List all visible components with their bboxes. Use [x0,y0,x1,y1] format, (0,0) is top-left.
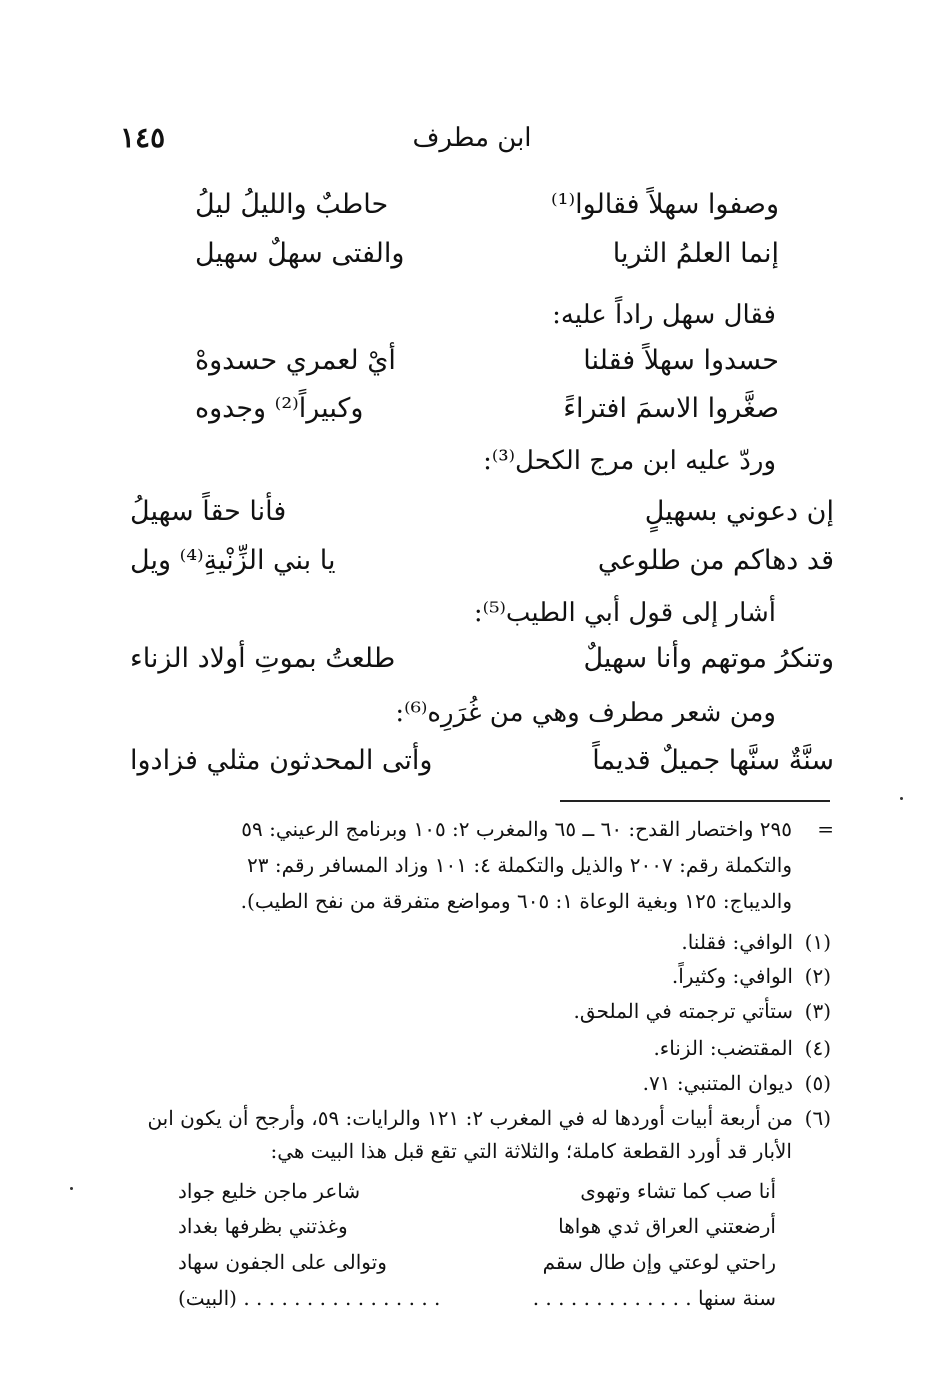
footnote-mark: (٥) [804,1071,831,1095]
footnote-verse-line [178,1283,776,1313]
footnote-text: والتكملة رقم: ٢٠٠٧ والذيل والتكملة ٤: ١٠١ وزاد المسافر رقم: ٢٣ [247,853,792,877]
footnote [643,1068,831,1098]
prose-intro: فقال سهل راداً عليه: [552,300,776,330]
footnote-mark: (٦) [804,1106,831,1130]
verse-hemistich-right: قد دهاكم من طلوعي [597,545,834,576]
footnote-mark: (٢) [804,964,831,988]
verse-hemistich-left: شاعر ماجن خليع جواد [178,1179,361,1203]
verse-hemistich-left: وأتى المحدثون مثلي فزادوا [130,745,433,776]
footnote-continuation-mark: = [817,817,834,841]
verse-hemistich-right: سنَّةٌ سنَّها جميلٌ قديماً [592,745,834,776]
verse-hemistich-right: إنما العلمُ الثريا [612,238,779,269]
footnote-mark: (٤) [804,1036,831,1060]
prose-intro: وردّ عليه ابن مرج الكحل⁽³⁾: [483,446,776,476]
verse-hemistich-left: طلعتُ بموتِ أولاد الزناء [130,643,396,674]
prose-intro: ومن شعر مطرف وهي من غُرَرِه⁽⁶⁾: [395,698,776,728]
verse-line [150,180,824,230]
footnote-mark: (٣) [804,999,831,1023]
footnote [653,1033,831,1063]
page-number: ١٤٥ [120,121,166,154]
verse-hemistich-left: وغذتني بظرفها بغداد [178,1214,348,1238]
verse-hemistich-left: حاطبٌ والليلُ ليلُ [195,189,389,220]
verse-hemistich-right: صغَّروا الاسمَ افتراءً [563,393,779,424]
print-speck [900,797,903,800]
verse-hemistich-right: أرضعتني العراق ثدي هواها [558,1214,776,1238]
verse-hemistich-left: . . . . . . . . . . . . . . . . (البيت) [178,1286,441,1310]
page-header [120,118,824,158]
verse-hemistich-left: والفتى سهلٌ سهيل [195,238,405,269]
verse-line [130,736,834,786]
verse-hemistich-left: وكبيراً⁽²⁾ وجدوه [195,393,364,424]
footnote-separator [560,800,830,802]
verse-line [130,536,834,586]
footnote-verse-line [178,1247,776,1277]
prose-intro: أشار إلى قول أبي الطيب⁽⁵⁾: [473,598,776,628]
footnote-text: الأبار قد أورد القطعة كاملة؛ والثلاثة التي تقع قبل هذا البيت هي: [270,1139,792,1163]
print-speck [70,1187,73,1190]
verse-hemistich-right: وتنكرُ موتهم وأنا سهيلٌ [583,643,834,674]
verse-line [150,384,824,434]
footnote-text: من أربعة أبيات أوردها له في المغرب ٢: ١٢١ والرايات: ٥٩، وأرجح أن يكون ابن [147,1106,793,1130]
verse-line [130,634,834,684]
verse-hemistich-right: حسدوا سهلاً فقلنا [583,345,779,376]
verse-hemistich-left: أيْ لعمري حسدوهْ [195,345,396,376]
footnote-text: ستأتي ترجمته في الملحق. [573,999,793,1023]
footnote [147,1103,831,1133]
verse-hemistich-left: فأنا حقاً سهيلُ [130,496,287,527]
verse-hemistich-right: إن دعوني بسهيلٍ [644,496,834,527]
verse-hemistich-right: أنا صب كما تشاء وتهوى [580,1179,776,1203]
verse-hemistich-right: راحتي لوعتي وإن طال سقم [542,1250,776,1274]
footnote-text: والديباج: ١٢٥ وبغية الوعاة ١: ٦٠٥ ومواضع متفرقة من نفح الطيب). [240,889,792,913]
footnote-verse-line [178,1211,776,1241]
footnote-text: الوافي: وكثيراً. [671,964,793,988]
footnote-text: ٢٩٥ واختصار القدح: ٦٠ ــ ٦٥ والمغرب ٢: ١٠٥ وبرنامج الرعيني: ٥٩ [241,817,792,841]
verse-hemistich-right: سنة سنها . . . . . . . . . . . . . [532,1286,776,1310]
verse-line [150,229,824,279]
footnote-verse-line [178,1176,776,1206]
verse-line [150,336,824,386]
footnote [672,961,831,991]
footnote [574,996,832,1026]
footnote-text: الوافي: فقلنا. [681,930,793,954]
footnote [681,927,831,957]
running-title: ابن مطرف [412,123,532,153]
verse-hemistich-left: يا بني الزِّنْيةِ⁽⁴⁾ ويل [130,545,336,576]
footnote-mark: (١) [804,930,831,954]
verse-line [130,487,834,537]
verse-hemistich-right: وصفوا سهلاً فقالوا⁽¹⁾ [551,189,779,220]
footnote-text: المقتضب: الزناء. [653,1036,793,1060]
footnote-text: ديوان المتنبي: ٧١. [642,1071,793,1095]
verse-hemistich-left: وتوالى على الجفون سهاد [178,1250,387,1274]
